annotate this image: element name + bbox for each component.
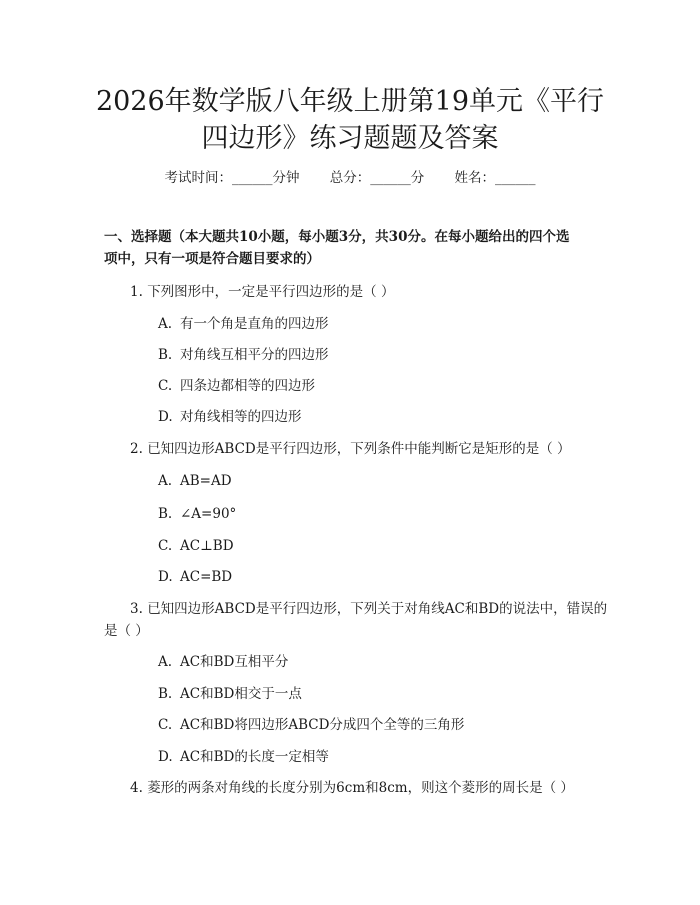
option-text: AC=BD	[180, 569, 233, 585]
question-4	[130, 777, 600, 799]
option-letter: C.	[158, 717, 173, 733]
question-3-option-c	[158, 714, 598, 736]
option-letter: A.	[158, 316, 173, 332]
section-heading-line-2: 项中，只有一项是符合题目要求的）	[104, 251, 320, 267]
exam-time-label: 考试时间：	[164, 170, 232, 186]
question-1-option-d	[158, 406, 598, 428]
exam-time-field	[164, 168, 299, 188]
option-letter: B.	[158, 686, 173, 702]
option-text: AC和BD的长度一定相等	[180, 749, 329, 765]
option-letter: C.	[158, 538, 173, 554]
option-text: 对角线互相平分的四边形	[180, 347, 329, 363]
question-number: 3.	[130, 601, 143, 617]
option-text: AC⊥BD	[180, 538, 234, 554]
exam-title-line-2: 四边形》练习题题及答案	[201, 123, 499, 154]
question-2	[130, 438, 600, 460]
option-text: 四条边都相等的四边形	[180, 378, 315, 394]
question-stem: 菱形的两条对角线的长度分别为6cm和8cm，则这个菱形的周长是（ ）	[147, 780, 574, 796]
exam-info-row	[0, 168, 700, 188]
question-2-option-d	[158, 566, 598, 588]
option-text: 有一个角是直角的四边形	[180, 316, 329, 332]
question-3-option-a	[158, 651, 598, 673]
question-1-option-b	[158, 344, 598, 366]
total-score-field	[330, 168, 425, 188]
option-text: AC和BD相交于一点	[180, 686, 302, 702]
question-number: 4.	[130, 780, 143, 796]
question-stem: 下列图形中，一定是平行四边形的是（ ）	[147, 284, 395, 300]
question-stem: 已知四边形ABCD是平行四边形，下列关于对角线AC和BD的说法中，错误的是（ ）	[104, 601, 608, 639]
option-text: 对角线相等的四边形	[180, 409, 302, 425]
option-text: ∠A=90°	[180, 506, 237, 522]
section-heading	[104, 226, 624, 270]
student-name-field	[455, 168, 536, 188]
total-score-blank: ______	[370, 170, 411, 186]
exam-time-unit: 分钟	[272, 170, 300, 186]
option-letter: B.	[158, 347, 173, 363]
option-letter: C.	[158, 378, 173, 394]
total-score-unit: 分	[410, 170, 425, 186]
question-1-option-a	[158, 313, 598, 335]
question-stem: 已知四边形ABCD是平行四边形，下列条件中能判断它是矩形的是（ ）	[147, 441, 571, 457]
question-3	[104, 598, 614, 642]
option-letter: D.	[158, 749, 173, 765]
option-text: AC和BD互相平分	[180, 654, 289, 670]
question-1	[130, 281, 600, 303]
student-name-blank: ______	[495, 170, 536, 186]
question-3-option-b	[158, 683, 598, 705]
option-letter: B.	[158, 506, 173, 522]
question-1-option-c	[158, 375, 598, 397]
total-score-label: 总分：	[329, 170, 371, 186]
question-2-option-b	[158, 503, 598, 525]
option-letter: D.	[158, 569, 173, 585]
exam-time-blank: ______	[231, 170, 273, 186]
option-letter: D.	[158, 409, 173, 425]
section-heading-line-1: 一、选择题（本大题共10小题，每小题3分，共30分。在每小题给出的四个选	[104, 229, 570, 245]
option-text: AB=AD	[180, 473, 232, 489]
student-name-label: 姓名：	[454, 170, 496, 186]
question-2-option-c	[158, 535, 598, 557]
question-2-option-a	[158, 470, 598, 492]
option-letter: A.	[158, 654, 173, 670]
option-letter: A.	[158, 473, 173, 489]
question-3-option-d	[158, 746, 598, 768]
question-number: 2.	[130, 441, 143, 457]
question-number: 1.	[130, 284, 143, 300]
option-text: AC和BD将四边形ABCD分成四个全等的三角形	[180, 717, 465, 733]
exam-title-line-1: 2026年数学版八年级上册第19单元《平行	[95, 86, 605, 117]
